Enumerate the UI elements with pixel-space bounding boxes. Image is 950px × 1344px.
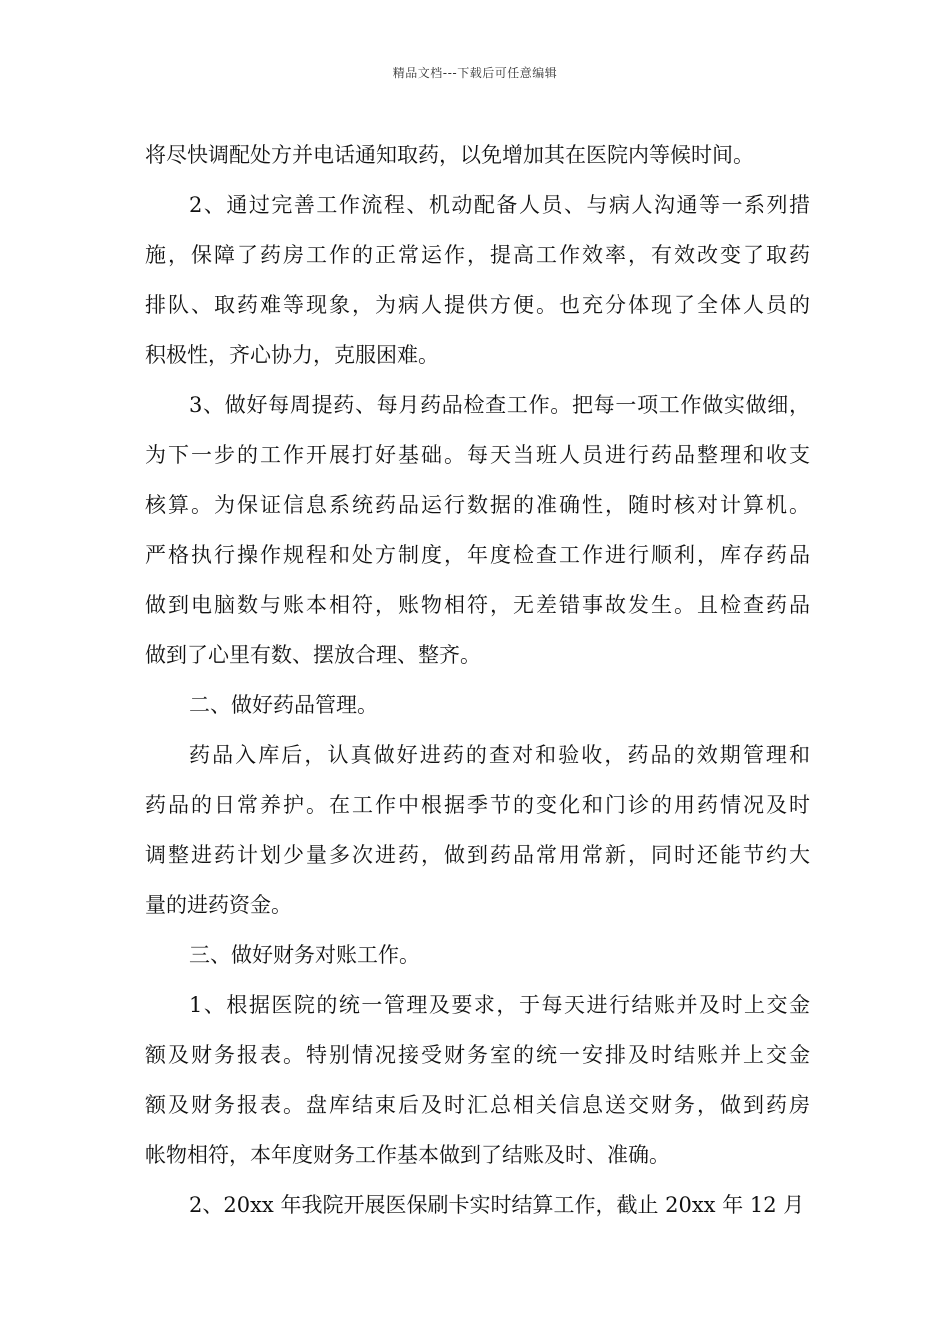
paragraph	[145, 1180, 810, 1230]
paragraph-line: 严格执行操作规程和处方制度，年度检查工作进行顺利，库存药品	[145, 543, 810, 567]
paragraph	[145, 180, 810, 380]
paragraph-line: 施，保障了药房工作的正常运作，提高工作效率，有效改变了取药	[145, 243, 810, 267]
paragraph-line: 排队、取药难等现象，为病人提供方便。也充分体现了全体人员的	[145, 293, 810, 317]
paragraph-line: 核算。为保证信息系统药品运行数据的准确性，随时核对计算机。	[145, 493, 810, 517]
paragraph-line: 三、做好财务对账工作。	[189, 943, 420, 967]
paragraph	[145, 980, 810, 1180]
paragraph	[145, 380, 810, 680]
paragraph-line: 将尽快调配处方并电话通知取药，以免增加其在医院内等候时间。	[145, 143, 754, 167]
document-body	[145, 130, 810, 1230]
paragraph	[145, 130, 810, 180]
paragraph-line: 额及财务报表。特别情况接受财务室的统一安排及时结账并上交金	[145, 1043, 810, 1067]
paragraph-line: 帐物相符，本年度财务工作基本做到了结账及时、准确。	[145, 1143, 670, 1167]
paragraph-line: 药品的日常养护。在工作中根据季节的变化和门诊的用药情况及时	[145, 793, 810, 817]
paragraph-line: 2、20xx 年我院开展医保刷卡实时结算工作，截止 20xx 年 12 月	[189, 1193, 805, 1217]
paragraph-line: 做到电脑数与账本相符，账物相符，无差错事故发生。且检查药品	[145, 593, 810, 617]
paragraph-line: 调整进药计划少量多次进药，做到药品常用常新，同时还能节约大	[145, 843, 810, 867]
paragraph-line: 额及财务报表。盘库结束后及时汇总相关信息送交财务，做到药房	[145, 1093, 810, 1117]
paragraph	[145, 730, 810, 930]
paragraph-line: 3、做好每周提药、每月药品检查工作。把每一项工作做实做细，	[189, 393, 810, 417]
paragraph-line: 1、根据医院的统一管理及要求，于每天进行结账并及时上交金	[189, 993, 810, 1017]
paragraph	[145, 680, 810, 730]
page-header: 精品文档---下载后可任意编辑	[392, 66, 558, 80]
paragraph-line: 积极性，齐心协力，克服困难。	[145, 343, 439, 367]
paragraph-line: 为下一步的工作开展打好基础。每天当班人员进行药品整理和收支	[145, 443, 810, 467]
paragraph-line: 量的进药资金。	[145, 893, 292, 917]
paragraph-line: 2、通过完善工作流程、机动配备人员、与病人沟通等一系列措	[189, 193, 810, 217]
paragraph-line: 二、做好药品管理。	[189, 693, 378, 717]
paragraph-line: 做到了心里有数、摆放合理、整齐。	[145, 643, 481, 667]
paragraph-line: 药品入库后，认真做好进药的查对和验收，药品的效期管理和	[189, 743, 810, 767]
paragraph	[145, 930, 810, 980]
